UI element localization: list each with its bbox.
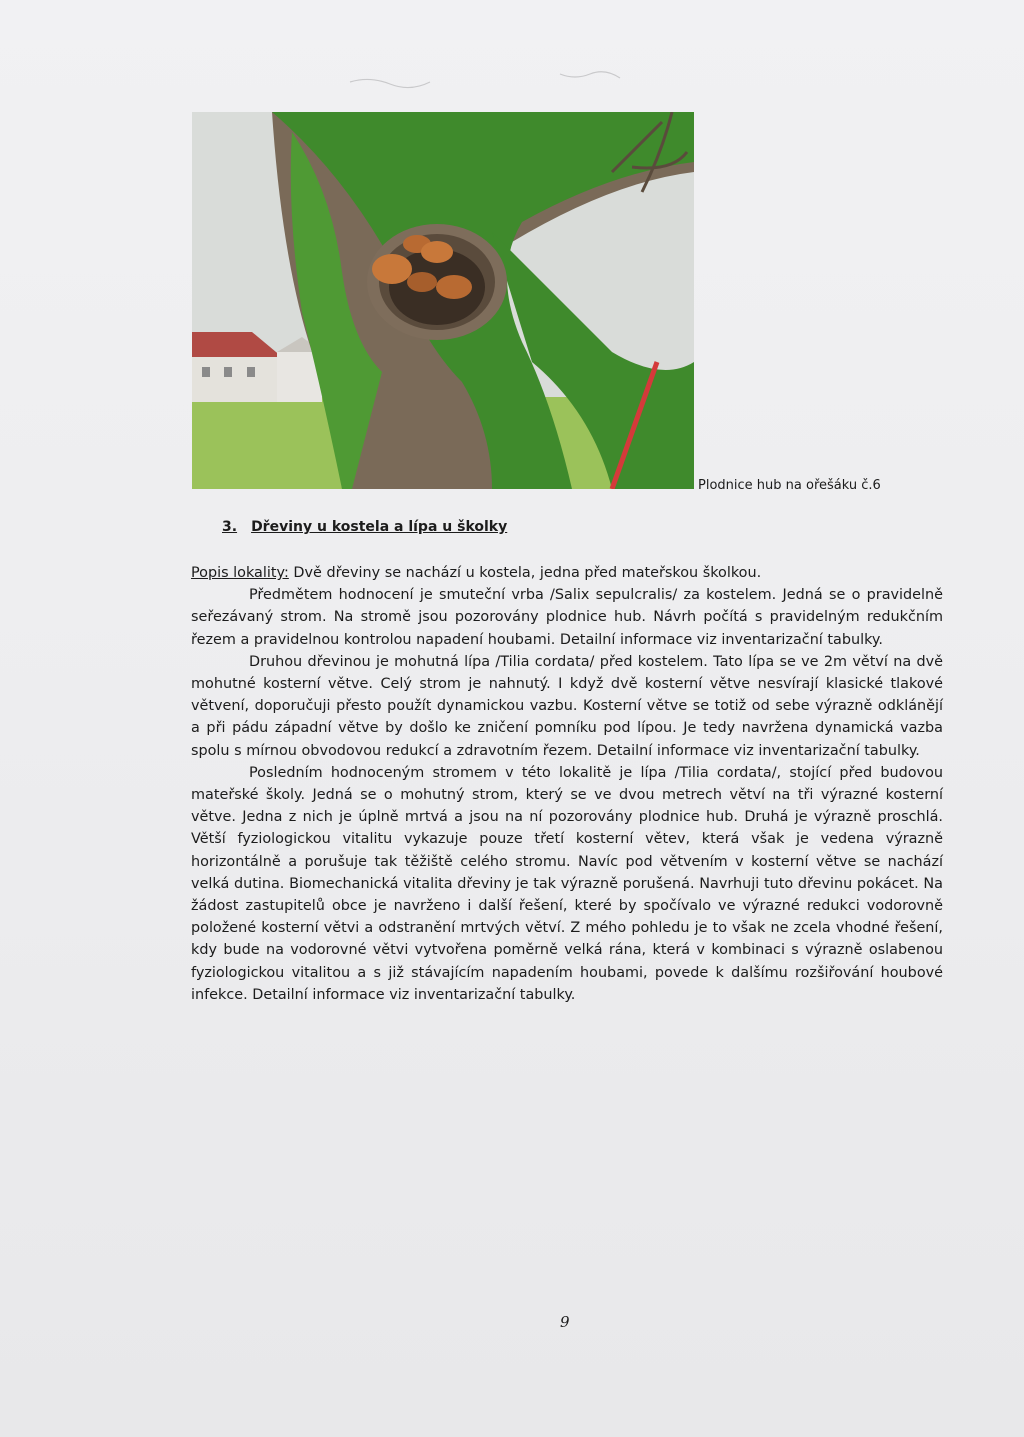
intro-label: Popis lokality: [191,565,289,581]
section-heading [222,519,507,535]
section-title: Dřeviny u kostela a lípa u školky [251,519,508,535]
paragraph: Druhou dřevinou je mohutná lípa /Tilia cordata/ před kostelem. Tato lípa se ve 2m větví na dvě mohutné kosterní větve. Celý strom je nahnutý. I když dvě kosterní větve nesvírají klasické tlakové větvení, doporučuji přesto použít dynamickou vazbu. Kosterní větve se totiž od sebe výrazně odklánějí a při pádu západní větve by došlo ke zničení pomníku pod lípou. Je tedy navržena dynamická vazba spolu s mírnou obvodovou redukcí a zdravotním řezem. Detailní informace viz inventarizační tabulky. [191,653,943,759]
scan-artifact [340,64,640,94]
tree-fungus-photo [192,112,694,489]
body-text [191,562,943,1006]
paragraph: Posledním hodnoceným stromem v této lokalitě je lípa /Tilia cordata/, stojící před budovou mateřské školy. Jedná se o mohutný strom, který se ve dvou metrech větví na tři výrazné kosterní větve. Jedna z nich je úplně mrtvá a jsou na ní pozorovány plodnice hub. Druhá je výrazně proschlá. Větší fyziologickou vitalitu vykazuje pouze třetí kosterní větev, která však je vedena výrazně horizontálně a porušuje tak těžiště celého stromu. Navíc pod větvením v kosterní větve se nachází velká dutina. Biomechanická vitalita dřeviny je tak výrazně porušená. Navrhuji tuto dřevinu pokácet. Na žádost zastupitelů obce je navrženo i další řešení, které by spočívalo ve výrazné redukci vodorovně položené kosterní větvi a odstranění mrtvých větví. Z mého pohledu je to však ne zcela vhodné řešení, kdy bude na vodorovné větvi vytvořena poměrně velká rána, která v kombinaci s výrazně oslabenou fyziologickou vitalitou a s již stávajícím napadením houbami, povede k dalšímu rozšiřování houbové infekce. Detailní informace viz inventarizační tabulky. [191,764,943,1003]
intro-text: Dvě dřeviny se nachází u kostela, jedna před mateřskou školkou. [288,565,762,581]
page-number: 9 [560,1313,570,1331]
intro-paragraph [191,562,943,584]
building-background [192,332,322,402]
paragraph: Předmětem hodnocení je smuteční vrba /Salix sepulcralis/ za kostelem. Jedná se o pravidelně seřezávaný strom. Na stromě jsou pozorovány plodnice hub. Návrh počítá s pravidelným redukčním řezem a pravidelnou kontrolou napadení houbami. Detailní informace viz inventarizační tabulky. [191,587,943,648]
section-number: 3. [222,519,238,535]
figure-caption: Plodnice hub na ořešáku č.6 [698,478,881,493]
